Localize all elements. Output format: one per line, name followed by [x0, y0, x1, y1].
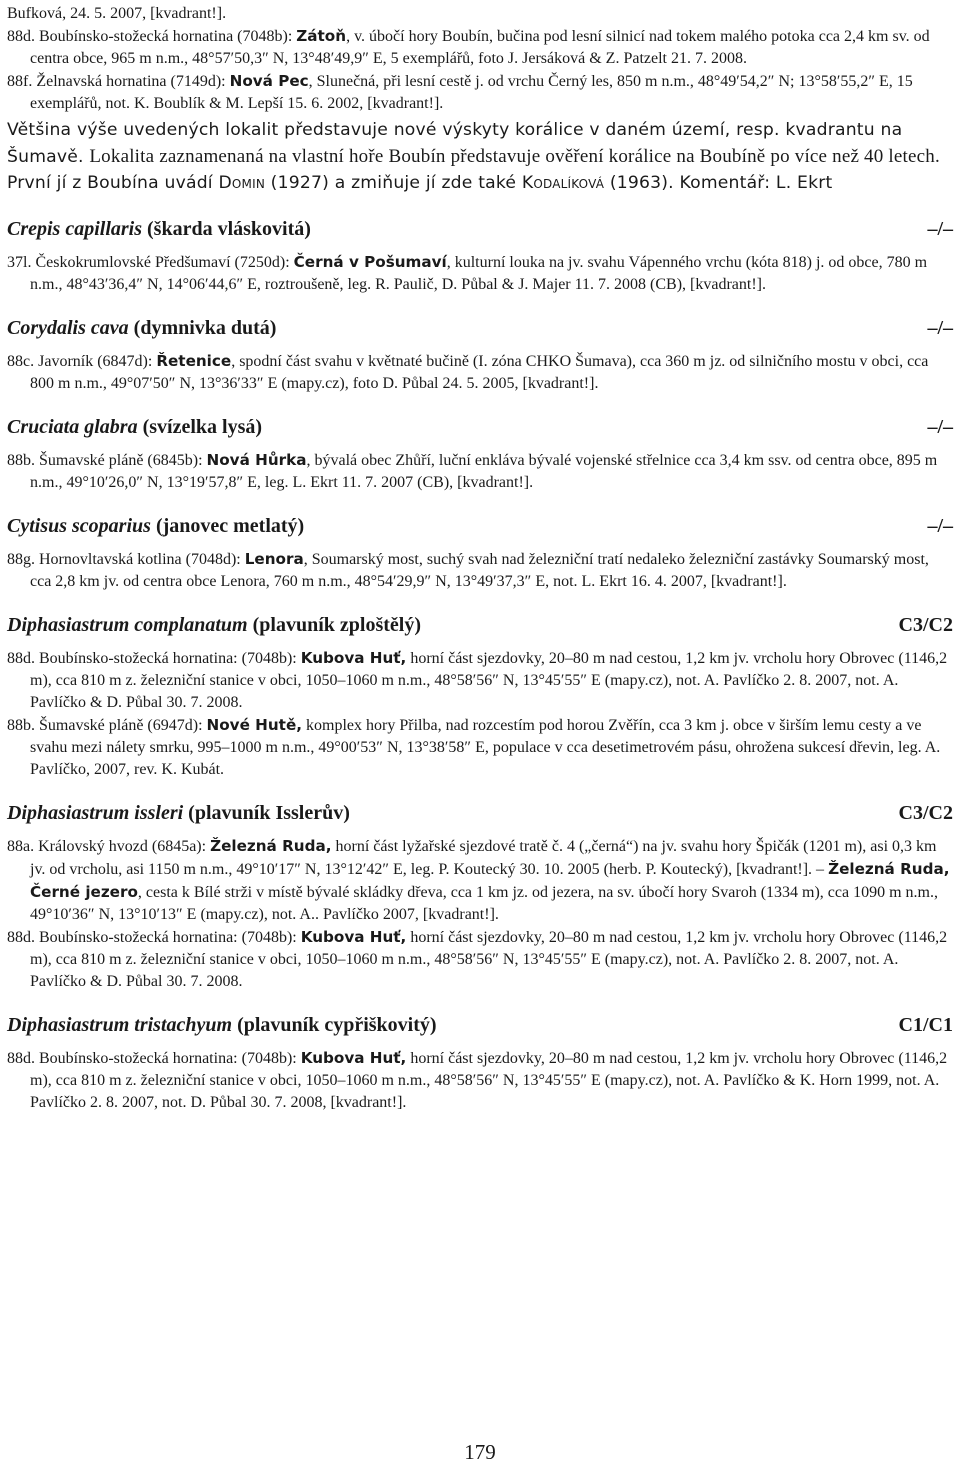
species-latin-name: Cytisus scoparius — [7, 514, 151, 537]
species-latin-name: Cruciata glabra — [7, 415, 138, 438]
record-region: Hornovltavská kotlina (7048d): — [35, 550, 245, 568]
record-region: Boubínsko-stožecká hornatina: (7048b): — [35, 649, 301, 667]
species-czech-name: (plavuník cypřiškovitý) — [232, 1013, 437, 1036]
species-status: C1/C1 — [898, 1013, 953, 1036]
record-code: 88c. — [7, 352, 35, 370]
species-list — [7, 217, 953, 1114]
record-locality: Zátoň — [296, 27, 347, 45]
species-name — [7, 415, 262, 439]
comment-text-5: (1963). Komentář: L. Ekrt — [604, 173, 833, 193]
species-heading — [7, 1013, 953, 1037]
species-name — [7, 801, 350, 825]
record-88d-zaton — [7, 25, 953, 70]
comment-text-4: (1927) a zmiňuje jí zde také — [265, 173, 522, 193]
species-name — [7, 316, 276, 340]
species-latin-name: Diphasiastrum issleri — [7, 801, 184, 824]
species-czech-name: (plavuník Isslerův) — [183, 801, 350, 824]
page-number: 179 — [464, 1440, 496, 1464]
species-status: –/– — [927, 316, 953, 339]
record-locality: Kubova Huť, — [300, 1048, 407, 1067]
record-detail: , kulturní louka na jv. svahu Vápenného vrchu (kóta 818) j. od obce, 780 m n.m., 48°43′36,4″ N, 14°06′44,6″ E, roztroušeně, leg. R. Paulič, D. Půbal & J. Majer 11. 7. 2008 (CB), [kvadrant!]. — [30, 253, 928, 293]
record-region: Boubínsko-stožecká hornatina: (7048b): — [35, 1049, 301, 1067]
species-heading — [7, 415, 953, 439]
species-czech-name: (plavuník zploštělý) — [247, 613, 421, 636]
locality-record — [7, 647, 953, 714]
species-czech-name: (dymnivka dutá) — [128, 316, 277, 339]
record-locality: Řetenice — [156, 351, 232, 370]
species-name — [7, 613, 421, 637]
species-name — [7, 514, 304, 538]
record-code: 37l. — [7, 253, 32, 271]
locality-record — [7, 1047, 953, 1114]
record-detail: , spodní část svahu v květnaté bučině (I. zóna CHKO Šumava), cca 360 m jz. od silničního mostu v obci, cca 800 m n.m., 49°07′50″ N, 13°36′33″ E (mapy.cz), foto D. Půbal 24. 5. 2005, [kvadrant!]. — [30, 352, 929, 392]
species-status: –/– — [927, 217, 953, 240]
record-continuation: Bufková, 24. 5. 2007, [kvadrant!]. — [7, 5, 227, 22]
record-code: 88b. — [7, 451, 35, 469]
record-code: 88d. — [7, 1049, 35, 1067]
comment-text-3: První jí z Boubína uvádí — [7, 173, 219, 193]
record-detail: , Slunečná, při lesní cestě j. od vrchu Černý les, 850 m n.m., 48°49′54,2″ N; 13°58′55,2″ E, 15 exemplářů, not. K. Boublík & M. Lepší 15. 6. 2002, [kvadrant!]. — [30, 73, 913, 112]
record-locality: Nová Hůrka — [206, 450, 307, 469]
record-code: 88d. — [7, 649, 35, 667]
record-detail: horní část sjezdovky, 20–80 m nad cestou, 1,2 km jv. vrcholu hory Obrovec (1146,2 m), cca 810 m z. železniční stanice v obci, 1050–1060 m n.m., 48°58′56″ N, 13°45′55″ E (mapy.cz), not. A. Pavlíčko 2. 8. 2007, not. A. Pavlíčko & D. Půbal 30. 7. 2008. — [30, 649, 948, 711]
species-latin-name: Crepis capillaris — [7, 217, 143, 240]
record-region: Českokrumlovské Předšumaví (7250d): — [31, 253, 294, 271]
record-region: Šumavské pláně (6947d): — [35, 716, 207, 734]
record-region: Šumavské pláně (6845b): — [35, 451, 207, 469]
record-detail-2: , cesta k Bílé strži v místě bývalé skládky dřeva, cca 1 km jz. od jezera, na sv. úbočí hory Svaroh (1334 m), cca 1090 m n.m., 49°10′36″ N, 13°10′13″ E (mapy.cz), not. A.. Pavlíčko 2007, [kvadrant!]. — [30, 883, 938, 923]
record-locality: Kubova Huť, — [300, 648, 407, 667]
record-detail: horní část lyžařské sjezdové tratě č. 4 („černá“) na jv. svahu hory Špičák (1201 m), asi 0,3 km jv. od vrcholu, asi 1150 m n.m., 49°10′17″ N, 13°12′42″ E, leg. P. Koutecký 30. 10. 2005 (herb. P. Koutecký), [kvadrant!]. – — [30, 837, 937, 878]
species-status: C3/C2 — [898, 801, 953, 824]
comment-text-1: Většina výše uvedených lokalit představuje nové výskyty korálice v daném území, resp. kvadrantu na Šumavě. — [7, 120, 903, 167]
record-locality: Nové Hutě, — [206, 715, 303, 734]
locality-record — [7, 548, 953, 593]
species-heading — [7, 316, 953, 340]
locality-record — [7, 251, 953, 296]
species-heading — [7, 801, 953, 825]
record-88f-nova-pec — [7, 70, 953, 115]
record-detail: horní část sjezdovky, 20–80 m nad cestou, 1,2 km jv. vrcholu hory Obrovec (1146,2 m), cca 810 m z. železniční stanice v obci, 1050–1060 m n.m., 48°58′56″ N, 13°45′55″ E (mapy.cz), not. A. Pavlíčko 2. 8. 2007, not. A. Pavlíčko & D. Půbal 30. 7. 2008. — [30, 928, 948, 990]
locality-record — [7, 449, 953, 494]
species-status: C3/C2 — [898, 613, 953, 636]
record-code: 88a. — [7, 837, 35, 855]
species-heading — [7, 514, 953, 538]
record-region: Královský hvozd (6845a): — [34, 837, 211, 855]
record-region: Javorník (6847d): — [34, 352, 157, 370]
record-locality: Železná Ruda, — [210, 836, 332, 855]
record-detail: , Soumarský most, suchý svah nad železniční tratí nedaleko železniční zastávky Soumarský most, cca 2,8 km jv. od centra obce Lenora, 760 m n.m., 48°54′29,9″ N, 13°49′37,3″ E, not. L. Ekrt 16. 4. 2007, [kvadrant!]. — [30, 550, 929, 590]
record-code: 88f. — [7, 73, 33, 90]
species-name — [7, 217, 311, 241]
record-locality: Kubova Huť, — [300, 927, 407, 946]
locality-record — [7, 350, 953, 395]
record-detail: komplex hory Přilba, nad rozcestím pod horou Zvěřín, cca 3 km j. obce v širším lemu cesty a ve svahu mezi nálety smrku, 995–1000 m n.m., 49°00′53″ N, 13°38′58″ E, populace v cca desetimetrovém pásu, ohrožena sukcesí dřevin, leg. A. Pavlíčko, 2007, rev. K. Kubát. — [30, 716, 941, 778]
record-region: Boubínsko-stožecká hornatina: (7048b): — [35, 928, 301, 946]
record-code: 88b. — [7, 716, 35, 734]
species-czech-name: (škarda vláskovitá) — [142, 217, 311, 240]
species-latin-name: Corydalis cava — [7, 316, 129, 339]
species-latin-name: Diphasiastrum complanatum — [7, 613, 248, 636]
record-locality: Nová Pec — [229, 72, 309, 90]
species-latin-name: Diphasiastrum tristachyum — [7, 1013, 233, 1036]
locality-record — [7, 714, 953, 781]
record-locality-2: Železná Ruda, Černé jezero — [30, 859, 950, 901]
species-heading — [7, 217, 953, 241]
comment-author-1: Domin — [218, 173, 266, 193]
locality-record — [7, 926, 953, 993]
species-status: –/– — [927, 415, 953, 438]
record-detail: , bývalá obec Zhůří, luční enkláva bývalé vojenské střelnice cca 3,4 km ssv. od centra obce, 895 m n.m., 49°10′26,0″ N, 13°19′57,8″ E, leg. L. Ekrt 11. 7. 2007 (CB), [kvadrant!]. — [30, 451, 938, 491]
species-status: –/– — [927, 514, 953, 537]
species-czech-name: (janovec metlatý) — [150, 514, 305, 537]
record-code: 88d. — [7, 928, 35, 946]
record-code: 88g. — [7, 550, 35, 568]
record-locality: Černá v Pošumaví — [293, 252, 447, 271]
comment-paragraph — [7, 117, 953, 197]
record-code: 88d. — [7, 28, 35, 45]
locality-record — [7, 835, 953, 926]
record-region: Želnavská hornatina (7149d): — [32, 73, 230, 90]
species-name — [7, 1013, 437, 1037]
comment-text-2: Lokalita zaznamenaná na vlastní hoře Boubín představuje ověření korálice na Boubíně po více než 40 letech. — [89, 145, 940, 167]
species-czech-name: (svízelka lysá) — [137, 415, 263, 438]
species-heading — [7, 613, 953, 637]
record-detail: horní část sjezdovky, 20–80 m nad cestou, 1,2 km jv. vrcholu hory Obrovec (1146,2 m), cca 810 m z. železniční stanice v obci, 1050–1060 m n.m., 48°58′56″ N, 13°45′55″ E (mapy.cz), not. A. Pavlíčko & K. Horn 1999, not. A. Pavlíčko 2. 8. 2007, not. D. Půbal 30. 7. 2008, [kvadrant!]. — [30, 1049, 948, 1111]
record-locality: Lenora — [244, 549, 304, 568]
top-records — [7, 3, 953, 115]
comment-author-2: Kodalíková — [521, 173, 605, 193]
record-detail: , v. úbočí hory Boubín, bučina pod lesní silnicí nad tokem malého potoka cca 2,4 km sv. od centra obce, 965 m n.m., 48°57′50,3″ N, 13°48′49,9″ E, 5 exemplářů, foto J. Jersáková & Z. Patzelt 21. 7. 2008. — [30, 28, 930, 67]
record-region: Boubínsko-stožecká hornatina (7048b): — [35, 28, 297, 45]
